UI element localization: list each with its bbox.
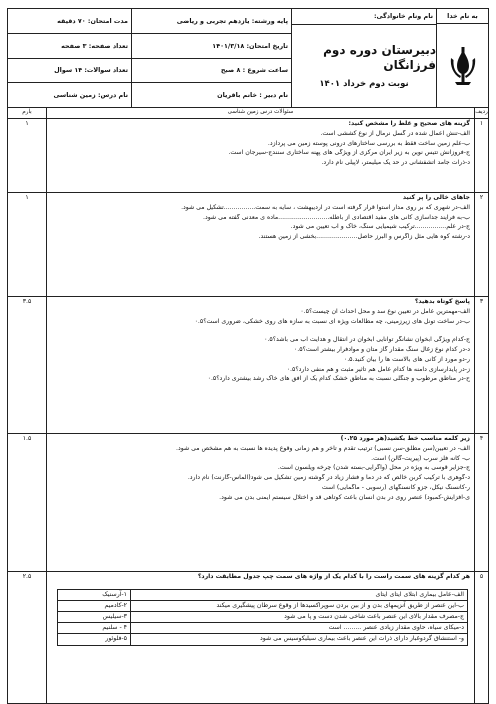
bismillah: به نام خدا bbox=[437, 9, 488, 24]
question-line: ج-فروزانش تتیس نوین به زیر ایران مرکزی از ویژگی های پهنه ساختاری سنندج-سیرجان است. bbox=[228, 149, 470, 157]
subject-field: نام درس: زمین شناسی bbox=[53, 91, 128, 100]
question-row bbox=[7, 119, 489, 193]
school-title-block bbox=[292, 25, 436, 107]
duration-field: مدت امتحان: ۷۰ دقیقه bbox=[8, 9, 131, 34]
question-score: ۳.۵ bbox=[22, 298, 32, 305]
question-body bbox=[46, 119, 474, 192]
question-line: ی-افزایش-کمبود) عنصر روی در بدن انسان باعث کوتاهی قد و اختلال سیستم ایمنی بدن می شود. bbox=[219, 493, 470, 501]
question-body bbox=[46, 297, 474, 433]
matching-option: ۲-کادمیم bbox=[58, 601, 130, 612]
score-header: بارم bbox=[22, 109, 32, 115]
info-column bbox=[131, 9, 291, 107]
question-row bbox=[7, 297, 489, 434]
question-body bbox=[46, 434, 474, 571]
question-line: د-رشته کوه هایی مثل زاگرس و البرز حاصل.....................بخشی از زمین هستند. bbox=[258, 233, 470, 240]
row-number-header: ردیف bbox=[474, 108, 488, 118]
question-number: ۴ bbox=[474, 434, 488, 571]
question-line: الف-در شهری که بر روی مدار استوا قرار گرفته است در اردیبهشت ، سایه به سمت................تشکیل می شود. bbox=[181, 203, 470, 211]
exam-meta-column bbox=[8, 9, 131, 107]
pages-field: تعداد صفحه: ۳ صفحه bbox=[8, 34, 131, 59]
question-line: ب-در ساخت تونل های زیرزمینی، چه مطالعات ویژه ای نسبت به سازه های روی خشکی، ضروری است؟۰.۵ bbox=[194, 317, 470, 325]
question-line: ج-جزایر قوسی به ویژه در محل (واگرایی-بسته شدن) چرخه ویلسون است. bbox=[277, 464, 470, 472]
question-line: ج-در علم................ترکیب شیمیایی سنگ، خاک و آب تعیین می شود. bbox=[290, 223, 470, 231]
question-line: ر-دو مورد از کانی های بالاست ها را بیان کنید.۰.۵ bbox=[343, 355, 470, 363]
question-line: د-گوهری با ترکیب کربن خالص که در دما و فشار زیاد در گوشته زمین تشکیل می شود(الماس-گارنت) نام دارد. bbox=[187, 474, 470, 481]
question-line: د-ذرات جامد آتشفشانی در حد یک میلیمتر، لاپیلی نام دارد. bbox=[321, 159, 470, 166]
student-name-label: نام ونام خانوادگی: bbox=[292, 9, 436, 25]
question-body bbox=[46, 572, 474, 703]
question-count-field: تعداد سوالات: ۱۴ سوال bbox=[8, 59, 131, 84]
questions-table-header bbox=[7, 108, 489, 119]
question-body bbox=[46, 193, 474, 296]
matching-description: ج-مصرف مقدار بالای این عنصر باعث شاخی شدن دست و پا می شود bbox=[131, 612, 467, 623]
grade-field: پایه ورشته: یازدهم تجربی و ریاضی bbox=[132, 9, 291, 34]
matching-descriptions bbox=[131, 589, 468, 646]
teacher-field: نام دبیر : خانم باقریان bbox=[217, 91, 288, 100]
question-line: الف- در تعیین(سن مطلق-سن نسبی) ترتیب تقدم و تاخر و هم زمانی وقوع پدیده ها نسبت به هم مشخص می شود. bbox=[176, 444, 470, 452]
matching-options bbox=[57, 589, 131, 646]
exam-header bbox=[7, 8, 489, 108]
question-line: د-در کدام نوع زغال سنگ مقدار گاز متان و موادفرار بیشتر است؟۰.۵ bbox=[293, 346, 470, 353]
exam-date-field: تاریخ امتحان: ۱۴۰۱/۳/۱۸ bbox=[132, 34, 291, 59]
question-line: ر-کانسنگ نیکل، جزو کانسنگهای (رسوبی - ماگمایی) است bbox=[321, 483, 470, 491]
matching-description: د-میکای سیاه، حاوی مقدار زیادی عنصر ......... است bbox=[131, 623, 467, 634]
question-title: جاهای خالی را پر کنید bbox=[402, 194, 470, 201]
matching-description: ب-این عنصر از طریق آنزیمهای بدن و از بین بردن سوپراکسیدها از وقوع سرطان پیشگیری میکند bbox=[131, 601, 467, 612]
matching-option: ۵-فلوئور bbox=[105, 635, 127, 643]
emblem-icon bbox=[446, 24, 480, 107]
question-number: ۱ bbox=[474, 119, 488, 192]
matching-description: و- استنشاق گردوغبار دارای ذرات این عنصر باعث بیماری سیلیکوسیس می شود bbox=[260, 635, 464, 643]
question-line: ز-در پایدارسازی دامنه ها کدام عامل هم تأثیر مثبت و هم منفی دارد؟۰.۵ bbox=[286, 365, 470, 373]
matching-option: ۴ - سلنیم bbox=[58, 623, 130, 634]
question-row bbox=[7, 572, 489, 704]
question-title: پاسخ کوتاه بدهید؟ bbox=[414, 298, 470, 305]
question-line: ب-علم زمین ساخت فقط به بررسی ساختارهای درونی پوسته زمین می پردازد. bbox=[267, 139, 470, 147]
question-number: ۵ bbox=[474, 572, 488, 703]
school-column bbox=[291, 9, 436, 107]
exam-term: نوبت دوم خرداد ۱۴۰۱ bbox=[319, 78, 409, 89]
question-score: ۱ bbox=[25, 120, 29, 127]
question-title: گزینه های صحیح و غلط را مشخص کنید: bbox=[348, 120, 470, 127]
question-line: الف-تنش اعمال شده در گسل نرمال از نوع کششی است. bbox=[320, 129, 470, 137]
question-row bbox=[7, 434, 489, 572]
question-title: زیر کلمه مناسب خط بکشید(هر مورد ۰.۲۵) bbox=[340, 435, 470, 442]
question-line: ج-کدام ویژگی آبخوان نشانگر توانایی آبخوان در انتقال و هدایت آب می باشد؟۰.۵ bbox=[264, 336, 470, 344]
school-name: دبیرستان دوره دوم فرزانگان bbox=[323, 42, 436, 72]
question-row bbox=[7, 193, 489, 297]
logo-column bbox=[436, 9, 488, 107]
matching-description: الف-عامل بیماری ابتلای ایتای ایتای bbox=[131, 590, 467, 601]
start-time-field: ساعت شروع : ۸ صبح bbox=[132, 59, 291, 84]
exam-page bbox=[7, 8, 489, 704]
matching-option: ۳-سیلیس bbox=[58, 612, 130, 623]
question-score: ۲.۵ bbox=[22, 573, 32, 580]
matching-option: ۱-آرسنیک bbox=[58, 590, 130, 601]
question-score: ۱.۵ bbox=[22, 435, 32, 442]
question-line: ح-در مناطق مرطوب و جنگلی نسبت به مناطق خشک کدام یک از افق های خاک رشد بیشتری دارد؟۰.۵ bbox=[207, 375, 470, 383]
question-line: ب- کانه فلز سرب (پیریت-گالن) است. bbox=[371, 454, 470, 462]
question-title: هر کدام گزینه های سمت راست را با کدام یک از واژه های سمت چپ جدول مطابقت دارد؟ bbox=[197, 573, 470, 580]
question-number: ۳ bbox=[474, 297, 488, 433]
question-number: ۲ bbox=[474, 193, 488, 296]
question-line: ب-به فرآیند جداسازی کانی های مفید اقتصادی از باطله..........................ماده ی معدنی گفته می شود. bbox=[203, 213, 470, 221]
question-score: ۱ bbox=[25, 194, 29, 201]
question-line: الف-مهمترین عامل در تعیین نوع سد و محل احداث آن چیست؟۰.۵ bbox=[300, 307, 470, 315]
answer-space bbox=[51, 325, 470, 334]
matching-table bbox=[57, 589, 468, 646]
questions-title-header: سئوالات درس زمین شناسی bbox=[46, 108, 474, 118]
